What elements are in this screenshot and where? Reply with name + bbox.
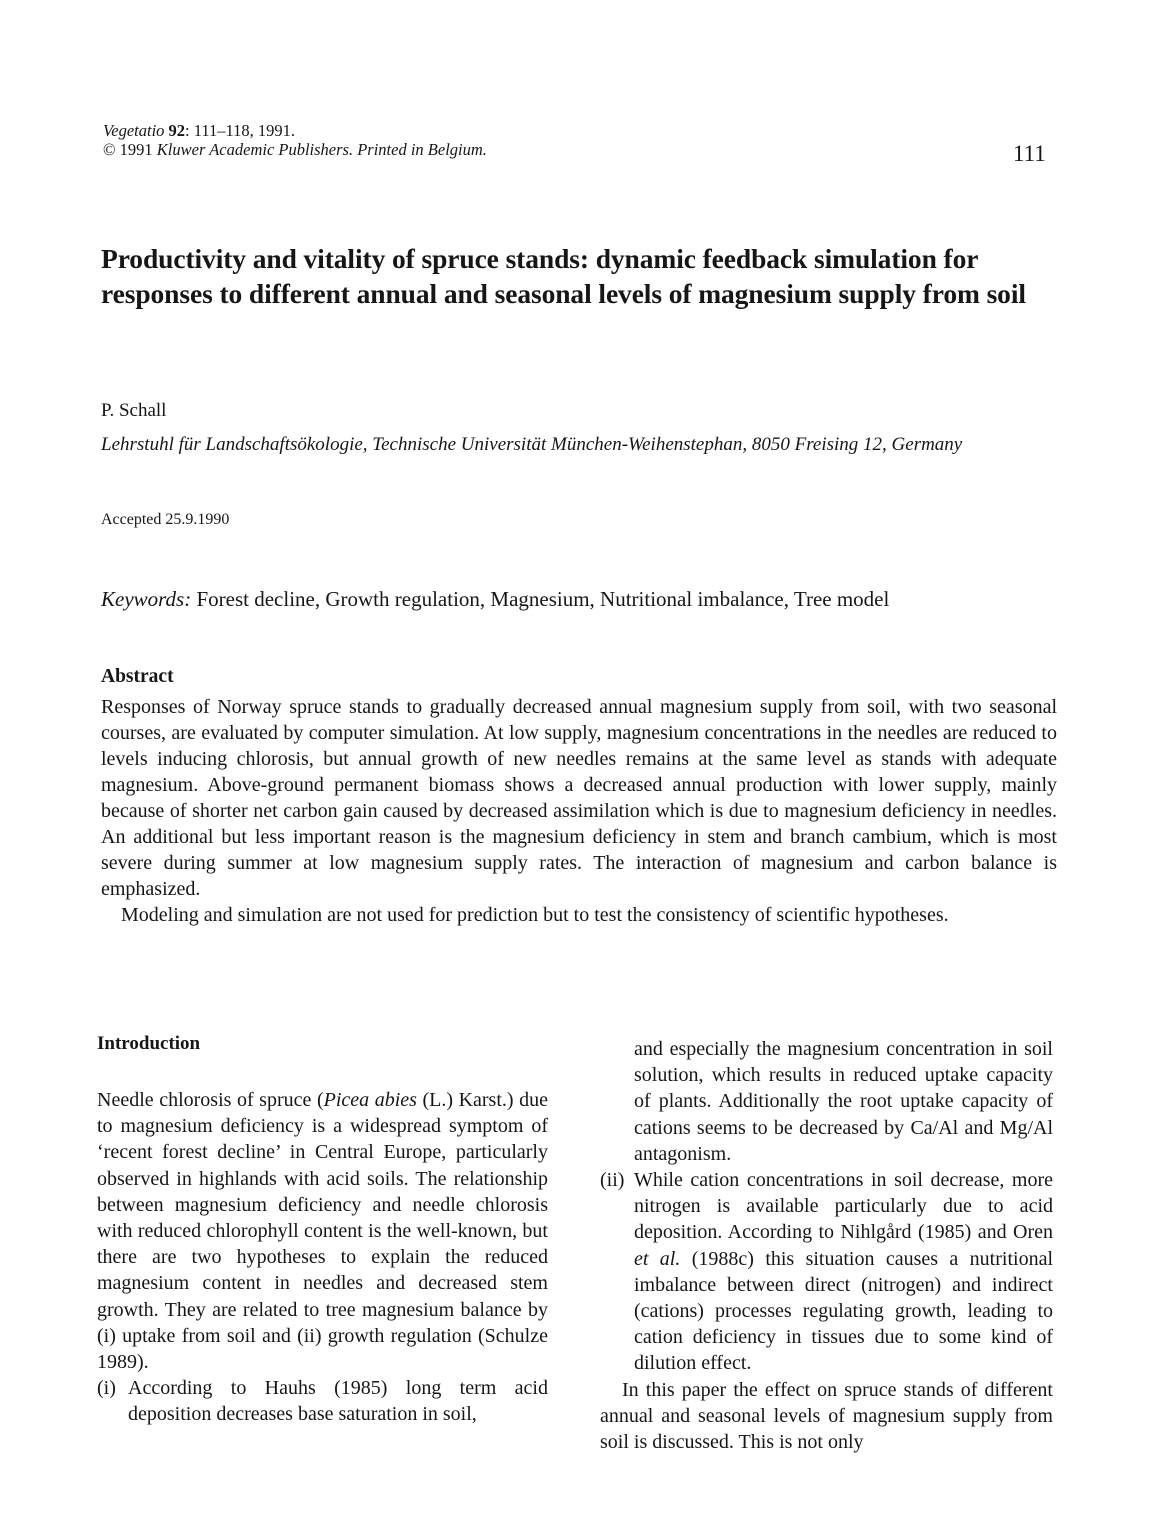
abstract-body xyxy=(101,694,1057,928)
right-column xyxy=(600,1036,1053,1455)
journal-citation xyxy=(103,121,487,159)
introduction-heading: Introduction xyxy=(97,1033,201,1054)
journal-line-1 xyxy=(103,121,487,140)
intro-paragraph: In this paper the effect on spruce stands of different annual and seasonal levels of magnesium supply from soil is discussed. This is not only xyxy=(600,1378,1053,1454)
page-number: 111 xyxy=(1013,141,1046,166)
list-text: (1988c) this situation causes a nutritional imbalance between direct (nitrogen) and indirect (cations) processes regulating growth, leading to cation deficiency in tissues due to some kind of dilution effect. xyxy=(634,1247,1053,1375)
copyright-notice: © 1991 xyxy=(103,140,153,159)
list-item-text xyxy=(634,1167,1053,1377)
journal-pages-year: : 111–118, 1991. xyxy=(185,121,296,140)
list-marker: (ii) xyxy=(600,1169,625,1192)
journal-line-2 xyxy=(103,140,487,159)
left-column xyxy=(97,1087,548,1428)
abstract-paragraph: Responses of Norway spruce stands to gradually decreased annual magnesium supply from soil, with two seasonal courses, are evaluated by computer simulation. At low supply, magnesium concentrations in the needles are reduced to levels inducing chlorosis, but annual growth of new needles remains at the same level as stands with adequate magnesium. Above-ground permanent biomass shows a decreased annual production with lower supply, mainly because of shorter net carbon gain caused by decreased assimilation which is due to magnesium deficiency in needles. An additional but less important reason is the magnesium deficiency in stem and branch cambium, which is most severe during summer at low magnesium supply rates. The interaction of magnesium and carbon balance is emphasized. xyxy=(101,696,1057,900)
author-affiliation: Lehrstuhl für Landschaftsökologie, Technische Universität München-Weihenstephan, 8050 Freising 12, Germany xyxy=(101,434,963,455)
list-text: While cation concentrations in soil decrease, more nitrogen is available particularly due to acid deposition. According to Nihlgård (1985) and Oren xyxy=(634,1169,1053,1244)
list-marker: (i) xyxy=(97,1377,116,1400)
abstract-paragraph: Modeling and simulation are not used for prediction but to test the consistency of scientific hypotheses. xyxy=(121,904,949,926)
list-item-text: According to Hauhs (1985) long term acid deposition decreases base saturation in soil, xyxy=(128,1377,548,1426)
et-al: et al. xyxy=(634,1247,681,1270)
list-item-ii xyxy=(600,1167,1053,1377)
list-item-i-continued: and especially the magnesium concentration in soil solution, which results in reduced uptake capacity of plants. Additionally the root uptake capacity of cations seems to be decreased by Ca/Al and Mg/Al antagonism. xyxy=(634,1038,1053,1165)
list-item-i xyxy=(97,1375,548,1427)
intro-text: (L.) Karst.) due to magnesium deficiency is a widespread symptom of ‘recent forest decline’ in Central Europe, particularly observed in highlands with acid soils. The relationship between magnesium deficiency and needle chlorosis with reduced chlorophyll content is the well-known, but there are two hypotheses to explain the reduced magnesium content in needles and decreased stem growth. They are related to tree magnesium balance by (i) uptake from soil and (ii) growth regulation (Schulze 1989). xyxy=(97,1089,548,1374)
keywords-label: Keywords: xyxy=(101,587,192,611)
keywords-text: Forest decline, Growth regulation, Magnesium, Nutritional imbalance, Tree model xyxy=(196,587,890,611)
keywords xyxy=(101,587,889,612)
intro-text: Needle chlorosis of spruce ( xyxy=(97,1089,324,1111)
species-name: Picea abies xyxy=(323,1089,417,1111)
abstract-heading: Abstract xyxy=(101,666,174,687)
intro-paragraph xyxy=(97,1087,548,1375)
publisher-name: Kluwer Academic Publishers. Printed in Belgium. xyxy=(156,140,487,159)
accepted-date: Accepted 25.9.1990 xyxy=(101,511,230,528)
author-name: P. Schall xyxy=(101,400,167,421)
paper-title: Productivity and vitality of spruce stands: dynamic feedback simulation for responses to different annual and seasonal levels of magnesium supply from soil xyxy=(101,243,1026,309)
journal-volume: 92 xyxy=(168,121,186,140)
journal-name: Vegetatio xyxy=(103,121,165,140)
